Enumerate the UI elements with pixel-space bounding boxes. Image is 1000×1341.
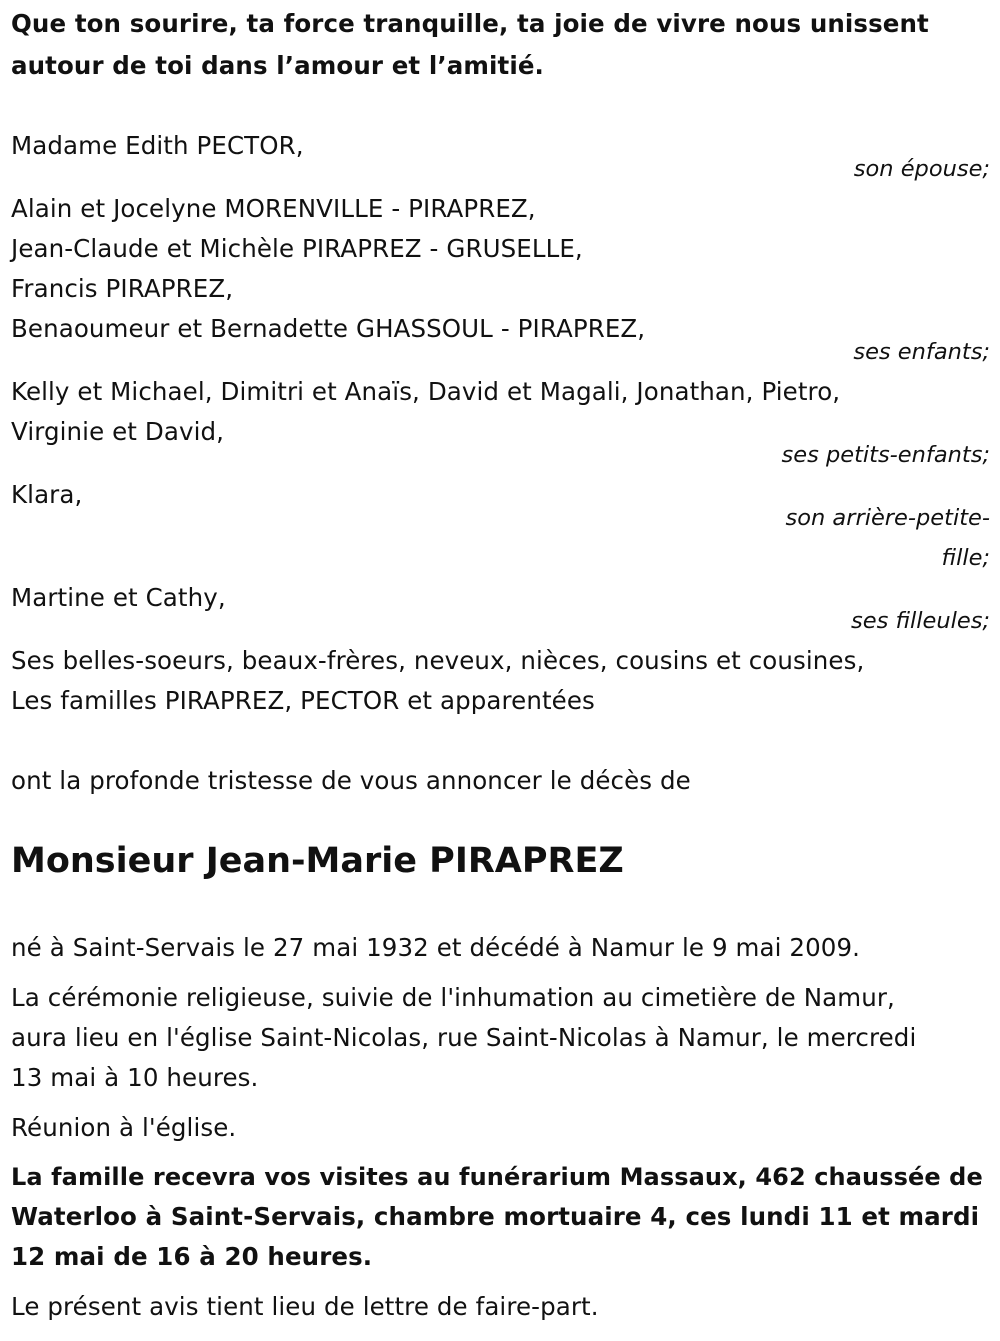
great-grandchild-name: Klara, xyxy=(11,480,83,509)
great-grandchild-role: son arrière-petite- xyxy=(785,505,990,531)
epigraph-line: autour de toi dans l’amour et l’amitié. xyxy=(11,51,544,80)
spouse-name: Madame Edith PECTOR, xyxy=(11,131,304,160)
grandchildren-line: Virginie et David, xyxy=(11,417,225,446)
announcement-text: ont la profonde tristesse de vous annoncer le décès de xyxy=(11,766,691,795)
great-grandchild-role: fille; xyxy=(941,545,990,571)
birth-death-text: né à Saint-Servais le 27 mai 1932 et décédé à Namur le 9 mai 2009. xyxy=(11,933,861,962)
visits-line: 12 mai de 16 à 20 heures. xyxy=(11,1242,373,1271)
ceremony-line: 13 mai à 10 heures. xyxy=(11,1063,259,1092)
goddaughters-role: ses filleules; xyxy=(851,608,990,634)
other-relatives-line: Les familles PIRAPREZ, PECTOR et apparentées xyxy=(11,686,595,715)
ceremony-line: aura lieu en l'église Saint-Nicolas, rue Saint-Nicolas à Namur, le mercredi xyxy=(11,1023,917,1052)
goddaughters-name: Martine et Cathy, xyxy=(11,583,226,612)
closing-text: Le présent avis tient lieu de lettre de faire-part. xyxy=(11,1292,599,1321)
visits-line: La famille recevra vos visites au funérarium Massaux, 462 chaussée de xyxy=(11,1163,983,1191)
ceremony-line: La cérémonie religieuse, suivie de l'inhumation au cimetière de Namur, xyxy=(11,983,895,1012)
spouse-role: son épouse; xyxy=(853,156,990,182)
grandchildren-role: ses petits-enfants; xyxy=(781,442,990,468)
children-role: ses enfants; xyxy=(853,339,990,365)
child-name: Francis PIRAPREZ, xyxy=(11,274,234,303)
other-relatives-line: Ses belles-soeurs, beaux-frères, neveux, nièces, cousins et cousines, xyxy=(11,646,865,675)
child-name: Benaoumeur et Bernadette GHASSOUL - PIRAPREZ, xyxy=(11,314,646,343)
meeting-text: Réunion à l'église. xyxy=(11,1113,237,1142)
child-name: Alain et Jocelyne MORENVILLE - PIRAPREZ, xyxy=(11,194,536,223)
grandchildren-line: Kelly et Michael, Dimitri et Anaïs, David et Magali, Jonathan, Pietro, xyxy=(11,377,841,406)
visits-line: Waterloo à Saint-Servais, chambre mortuaire 4, ces lundi 11 et mardi xyxy=(11,1202,980,1231)
child-name: Jean-Claude et Michèle PIRAPREZ - GRUSELLE, xyxy=(11,234,583,263)
epigraph-line: Que ton sourire, ta force tranquille, ta joie de vivre nous unissent xyxy=(11,9,929,38)
deceased-name: Monsieur Jean-Marie PIRAPREZ xyxy=(11,841,624,881)
